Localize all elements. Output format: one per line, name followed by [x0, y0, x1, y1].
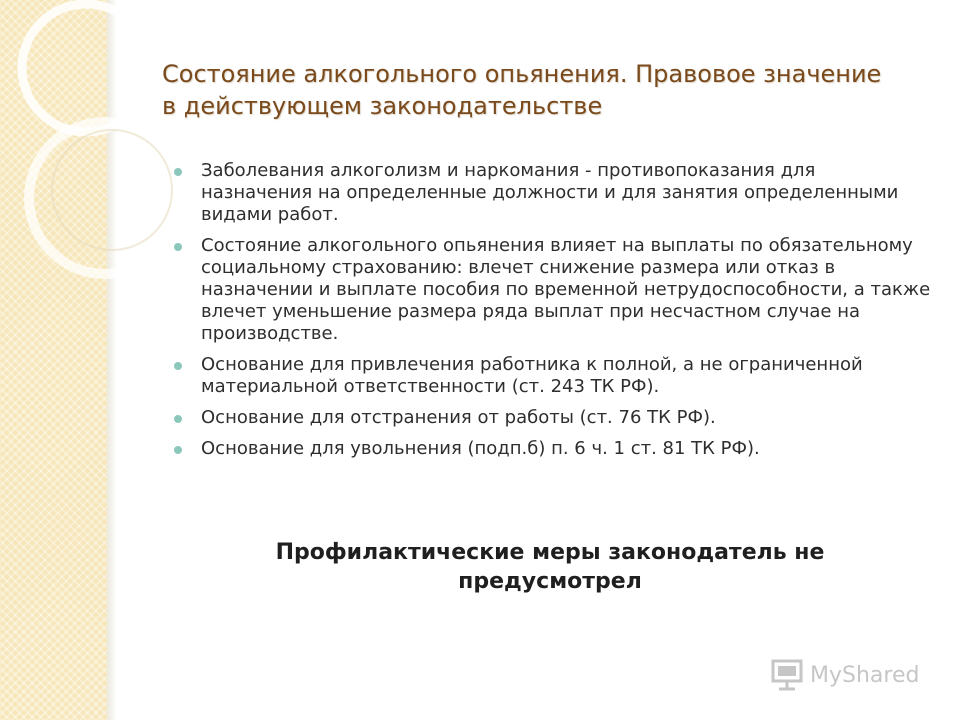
- list-item: [172, 160, 932, 226]
- watermark-text: MyShared: [810, 662, 920, 688]
- bullet-dot-icon: [174, 243, 182, 251]
- list-item-text: Основание для увольнения (подп.б) п. 6 ч. 1 ст. 81 ТК РФ).: [201, 438, 760, 459]
- list-item-text: Заболевания алкоголизм и наркомания - противопоказания для назначения на определенные должности и для занятия определенными видами работ.: [201, 160, 899, 225]
- list-item-text: Основание для привлечения работника к полной, а не ограниченной материальной ответственности (ст. 243 ТК РФ).: [201, 354, 863, 397]
- slide-title: Состояние алкогольного опьянения. Правовое значение в действующем законодательстве: [162, 60, 882, 120]
- list-item: [172, 354, 932, 398]
- bullet-dot-icon: [174, 362, 182, 370]
- list-item-text: Состояние алкогольного опьянения влияет на выплаты по обязательному социальному страхованию: влечет снижение размера или отказ в назначении и выплате пособия по временной нетрудоспособности, а также влечет уменьшение размера ряда выплат при несчастном случае на производстве.: [201, 235, 931, 344]
- bullet-list: [172, 160, 932, 469]
- conclusion-text: Профилактические меры законодатель не предусмотрел: [275, 540, 825, 594]
- bullet-dot-icon: [174, 168, 182, 176]
- bullet-dot-icon: [174, 415, 182, 423]
- watermark: [770, 655, 919, 695]
- decorative-rings: [0, 0, 200, 300]
- list-item: [172, 407, 932, 429]
- bullet-dot-icon: [174, 446, 182, 454]
- presentation-board-icon: [770, 658, 804, 692]
- list-item: [172, 235, 932, 345]
- list-item-text: Основание для отстранения от работы (ст. 76 ТК РФ).: [201, 407, 716, 428]
- list-item: [172, 438, 932, 460]
